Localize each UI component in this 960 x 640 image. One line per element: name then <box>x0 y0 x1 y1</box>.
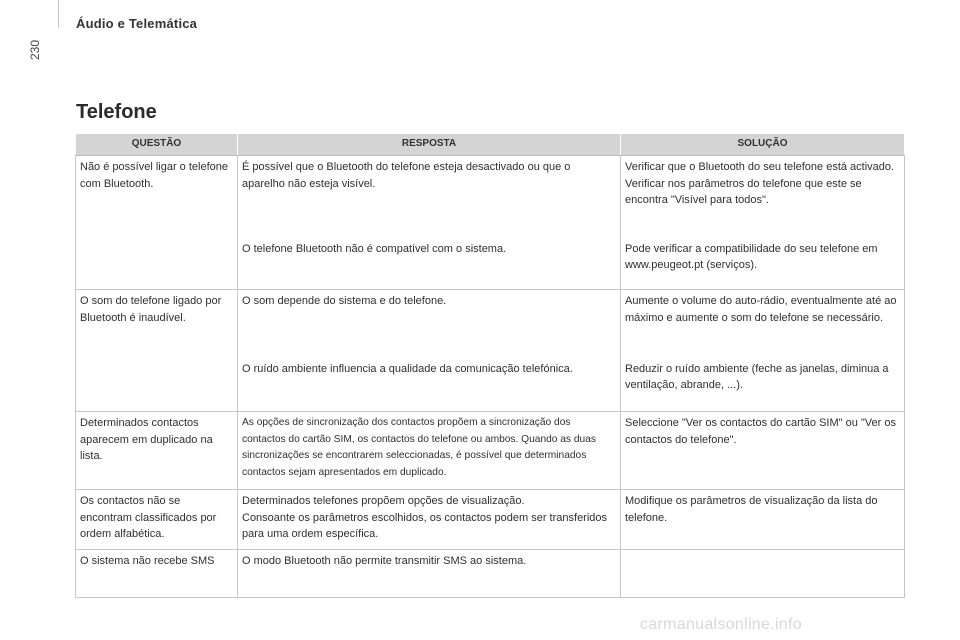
response-cell: O som depende do sistema e do telefone. <box>238 290 621 358</box>
solution-cell: Reduzir o ruído ambiente (feche as janelas, diminua a ventilação, abrande, ...). <box>621 358 905 412</box>
table-row <box>76 550 905 598</box>
table-row <box>76 156 905 238</box>
watermark-logo: carmanualsonline.info <box>640 616 802 633</box>
column-header-solution: SOLUÇÃO <box>621 134 905 156</box>
question-cell: Determinados contactos aparecem em duplicado na lista. <box>76 412 238 490</box>
response-cell: O telefone Bluetooth não é compatível com o sistema. <box>238 238 621 290</box>
solution-cell: Aumente o volume do auto-rádio, eventualmente até ao máximo e aumente o som do telefone se necessário. <box>621 290 905 358</box>
page-number: 230 <box>28 39 42 60</box>
column-header-response: RESPOSTA <box>238 134 621 156</box>
chapter-title: Áudio e Telemática <box>76 16 198 31</box>
question-cell: Não é possível ligar o telefone com Bluetooth. <box>76 156 238 290</box>
solution-text: Verificar que o Bluetooth do seu telefone está activado. Verificar nos parâmetros do telefone que este se encontra "Visível para todos". <box>625 161 895 206</box>
table-row <box>76 412 905 490</box>
solution-cell: Seleccione "Ver os contactos do cartão SIM" ou "Ver os contactos do telefone". <box>621 412 905 490</box>
question-cell: O som do telefone ligado por Bluetooth é inaudível. <box>76 290 238 412</box>
response-cell: As opções de sincronização dos contactos propõem a sincronização dos contactos do cartão SIM, os contactos do telefone ou ambos. Quando as duas sincronizações se encontrarem seleccionadas, é possível que determinados contactos sejam apresentados em duplicado. <box>238 412 621 490</box>
response-cell: O ruído ambiente influencia a qualidade da comunicação telefónica. <box>238 358 621 412</box>
solution-cell: Modifique os parâmetros de visualização da lista do telefone. <box>621 490 905 550</box>
response-text: Determinados telefones propõem opções de visualização. Consoante os parâmetros escolhidos, os contactos podem ser transferidos para uma ordem específica. <box>242 495 608 540</box>
question-cell: O sistema não recebe SMS <box>76 550 238 598</box>
solution-cell <box>621 550 905 598</box>
table-row <box>76 490 905 550</box>
solution-cell: Pode verificar a compatibilidade do seu telefone em www.peugeot.pt (serviços). <box>621 238 905 290</box>
response-cell: É possível que o Bluetooth do telefone esteja desactivado ou que o aparelho não esteja visível. <box>238 156 621 238</box>
table-header-row <box>76 134 905 156</box>
response-cell <box>238 490 621 550</box>
question-cell: Os contactos não se encontram classificados por ordem alfabética. <box>76 490 238 550</box>
column-header-question: QUESTÃO <box>76 134 238 156</box>
troubleshooting-table <box>75 133 905 598</box>
margin-rule <box>58 0 59 28</box>
solution-cell <box>621 156 905 238</box>
table-row <box>76 290 905 358</box>
section-title: Telefone <box>76 101 157 123</box>
response-cell: O modo Bluetooth não permite transmitir SMS ao sistema. <box>238 550 621 598</box>
